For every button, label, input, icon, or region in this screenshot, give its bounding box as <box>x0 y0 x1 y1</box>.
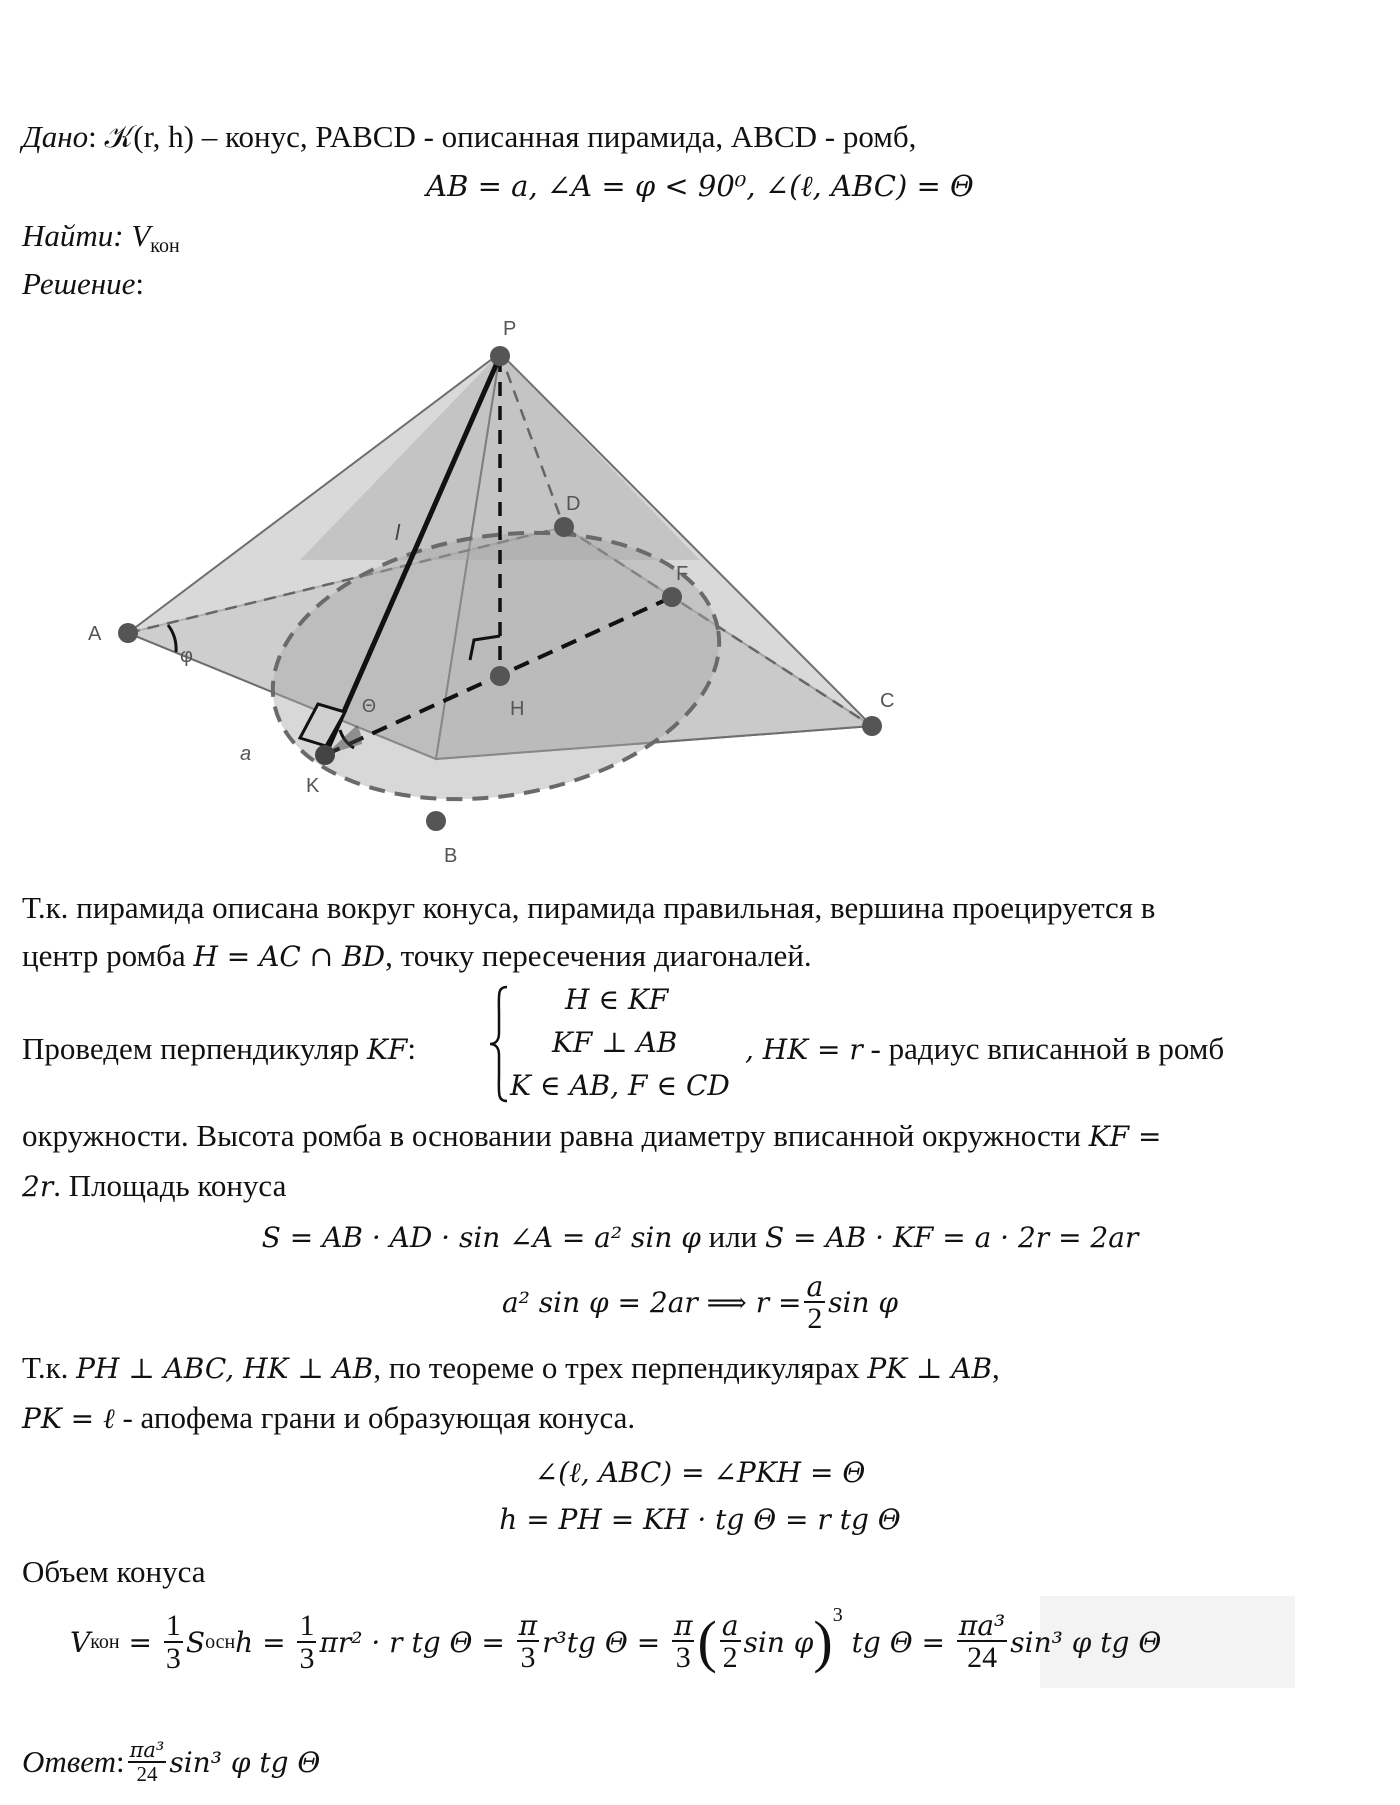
system-eq-1: H ∈ KF <box>565 983 669 1016</box>
vol-h: h = <box>235 1625 295 1659</box>
label-side-a: a <box>240 743 252 765</box>
eq-radius-a: a² sin φ = 2ar ⟹ r = <box>501 1286 802 1319</box>
para1-text: центр ромба <box>22 938 194 973</box>
para5-math: PK = ℓ <box>22 1402 115 1435</box>
given-line <box>22 117 916 157</box>
f3-den: 3 <box>520 1640 536 1674</box>
vol-t6: tg Θ = <box>842 1625 954 1659</box>
frac-num: a <box>806 1269 824 1303</box>
f4-den: 3 <box>675 1640 691 1674</box>
label-f: F <box>676 563 689 585</box>
label-theta: Θ <box>362 696 377 716</box>
para2-after-text: - радиус вписанной в ромб <box>862 1031 1225 1066</box>
volume-formula <box>70 1596 1161 1688</box>
para2-after <box>745 1029 1224 1070</box>
para6-line: Объем конуса <box>22 1554 206 1589</box>
label-b: B <box>444 845 458 867</box>
vol-t7: sin³ φ tg Θ <box>1010 1625 1162 1659</box>
fraction-1-3-b <box>297 1610 316 1675</box>
label-d: D <box>566 493 581 515</box>
frac-den: 2 <box>807 1301 823 1335</box>
given-conditions: AB = a, ∠A = φ < 90⁰, ∠(ℓ, ABC) = Θ <box>426 169 974 203</box>
label-a: A <box>88 623 102 645</box>
para2-prefix: Проведем перпендикуляр <box>22 1031 367 1066</box>
answer-den: 24 <box>136 1762 158 1786</box>
equation-area <box>0 1217 1400 1258</box>
vol-s: S <box>185 1625 206 1659</box>
label-c: C <box>880 690 895 712</box>
vol-pow: 3 <box>832 1604 843 1626</box>
vol-t2: πr² · r tg Θ = <box>319 1625 514 1659</box>
para5-text: - апофема грани и образующая конуса. <box>114 1400 636 1435</box>
label-p: P <box>503 318 517 340</box>
vol-eq: = <box>119 1625 161 1659</box>
solution-label: Решение <box>22 266 136 301</box>
label-h: H <box>510 698 525 720</box>
f1-num: 1 <box>165 1608 181 1642</box>
find-value: : V <box>113 218 151 253</box>
eq-area-2: S = AB · KF = a · 2r = 2ar <box>765 1221 1139 1254</box>
f6-den: 24 <box>967 1640 998 1674</box>
f5-den: 2 <box>722 1640 738 1674</box>
find-sub: кон <box>150 235 180 257</box>
para1-line2 <box>22 936 812 977</box>
para4-math1: PH ⊥ ABC, HK ⊥ AB <box>76 1352 374 1385</box>
answer-fraction <box>128 1739 167 1785</box>
fraction-1-3-a <box>164 1610 183 1675</box>
answer-line <box>22 1724 320 1800</box>
label-phi: φ <box>180 645 193 667</box>
fraction-a-over-2 <box>804 1269 825 1335</box>
system-eq-3: K ∈ AB, F ∈ CD <box>510 1069 730 1102</box>
para3-math2: 2r <box>22 1170 54 1203</box>
para3-text: окружности. Высота ромба в основании равна диаметру вписанной окружности <box>22 1118 1089 1153</box>
f3-num: π <box>518 1608 538 1642</box>
para2-math: KF <box>366 1033 408 1066</box>
solution-line <box>22 264 144 304</box>
fraction-pi-3-b <box>672 1608 694 1674</box>
para2-colon: : <box>407 1031 416 1066</box>
eq-area-1: S = AB · AD · sin ∠A = a² sin φ <box>261 1221 701 1254</box>
vol-t3: r³tg Θ = <box>542 1625 670 1659</box>
para4-line <box>22 1348 1000 1389</box>
para4-a: Т.к. <box>22 1350 77 1385</box>
para3-text2: . Площадь конуса <box>53 1168 287 1203</box>
pyramid-figure <box>0 310 1000 870</box>
fraction-a-2 <box>720 1608 741 1674</box>
paren-open: ( <box>697 1609 717 1674</box>
equation-radius <box>0 1263 1400 1343</box>
answer-num: πa³ <box>129 1737 165 1762</box>
paren-close: ) <box>813 1609 833 1674</box>
para3-line2 <box>22 1166 286 1207</box>
para4-b: , по теореме о трех перпендикулярах <box>373 1350 868 1385</box>
f4-num: π <box>674 1608 693 1642</box>
para1-tail: , точку пересечения диагоналей. <box>385 938 812 973</box>
para4-c: , <box>992 1350 1000 1385</box>
equation-height: h = PH = KH · tg Θ = r tg Θ <box>499 1503 901 1536</box>
given-text: : 𝒦(r, h) – конус, PABCD - описанная пирамида, ABCD - ромб, <box>88 119 917 154</box>
vol-s-sub: осн <box>205 1630 236 1653</box>
eq-radius-b: sin φ <box>828 1286 899 1319</box>
answer-label: Ответ <box>22 1744 116 1779</box>
f1-den: 3 <box>165 1642 181 1675</box>
vol-v-sub: кон <box>90 1630 120 1653</box>
solution-colon: : <box>135 266 144 301</box>
given-label: Дано <box>22 119 89 154</box>
f5-num: a <box>721 1608 739 1642</box>
eq-area-mid: или <box>700 1219 766 1254</box>
find-label: Найти <box>22 218 114 253</box>
fraction-pi-3-a <box>517 1608 539 1674</box>
f2-num: 1 <box>299 1608 315 1642</box>
f2-den: 3 <box>299 1642 315 1675</box>
f6-num: πa³ <box>958 1608 1006 1642</box>
vol-v: V <box>70 1625 91 1659</box>
para5-line <box>22 1398 635 1439</box>
para2-line <box>22 1029 416 1070</box>
answer-tail: sin³ φ tg Θ <box>169 1745 321 1779</box>
para4-math2: PK ⊥ AB <box>867 1352 993 1385</box>
system-brace <box>487 985 511 1103</box>
vol-t5: sin φ <box>743 1625 814 1659</box>
para1-math: H = AC ∩ BD <box>193 940 386 973</box>
label-k: K <box>306 775 320 797</box>
para3-line1 <box>22 1116 1161 1157</box>
answer-colon: : <box>115 1744 125 1779</box>
para1-line1: Т.к. пирамида описана вокруг конуса, пирамида правильная, вершина проецируется в <box>22 890 1156 925</box>
find-line <box>22 216 180 266</box>
equation-angle: ∠(ℓ, ABC) = ∠PKH = Θ <box>534 1456 866 1489</box>
para2-after-math: , HK = r <box>745 1033 863 1066</box>
label-l: l <box>395 520 400 545</box>
para3-math: KF = <box>1088 1120 1162 1153</box>
system-eq-2: KF ⊥ AB <box>552 1026 678 1059</box>
fraction-result <box>957 1608 1007 1674</box>
